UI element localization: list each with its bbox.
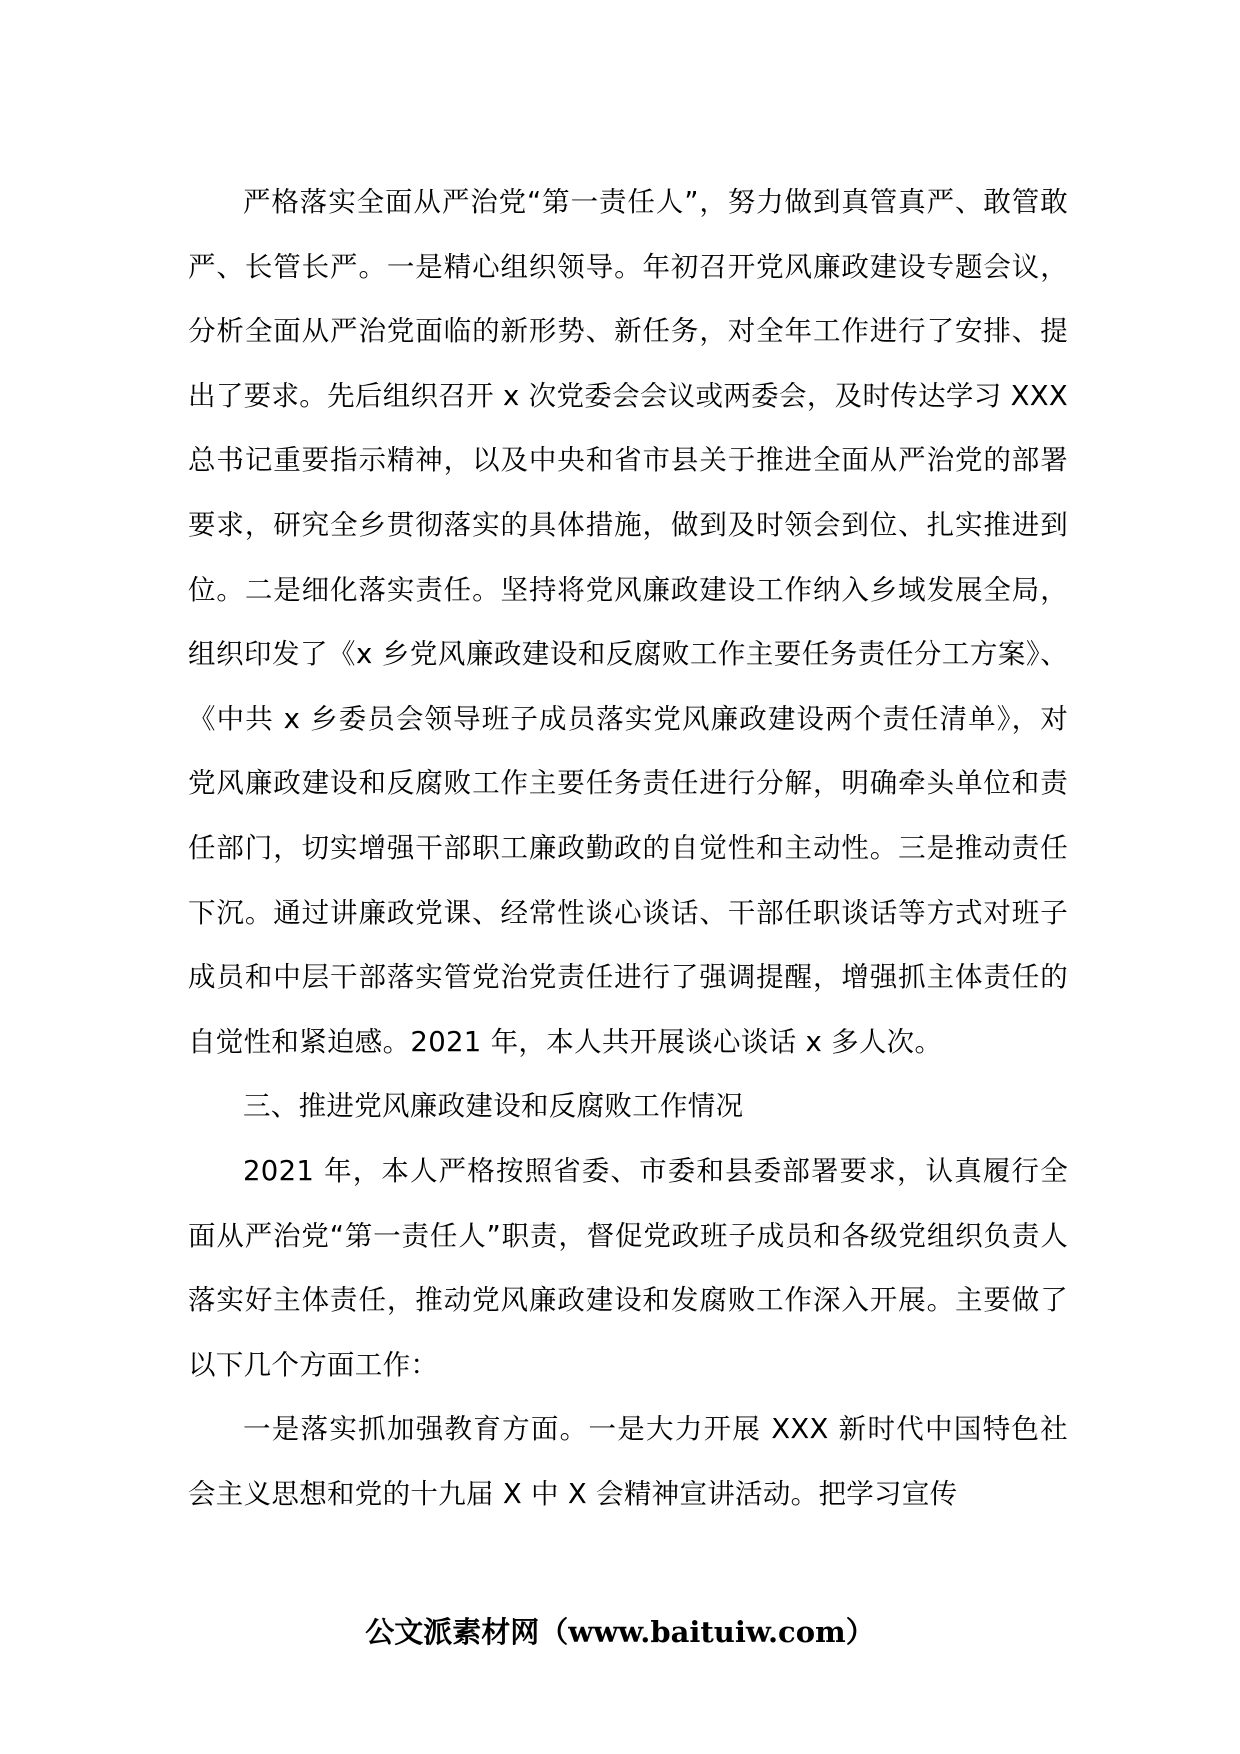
body-paragraph-3: 一是落实抓加强教育方面。一是大力开展 XXX 新时代中国特色社会主义思想和党的十九届 X 中 X 会精神宣讲活动。把学习宣传 bbox=[188, 1413, 1068, 1510]
document-body bbox=[188, 170, 1068, 1526]
body-paragraph-1: 严格落实全面从严治党“第一责任人”，努力做到真管真严、敢管敢严、长管长严。一是精心组织领导。年初召开党风廉政建设专题会议，分析全面从严治党面临的新形势、新任务，对全年工作进行了安排、提出了要求。先后组织召开 x 次党委会会议或两委会，及时传达学习 XXX 总书记重要指示精神，以及中央和省市县关于推进全面从严治党的部署要求，研究全乡贯彻落实的具体措施，做到及时领会到位、扎实推进到位。二是细化落实责任。坚持将党风廉政建设工作纳入乡域发展全局，组织印发了《x 乡党风廉政建设和反腐败工作主要任务责任分工方案》、《中共 x 乡委员会领导班子成员落实党风廉政建设两个责任清单》，对党风廉政建设和反腐败工作主要任务责任进行分解，明确牵头单位和责任部门，切实增强干部职工廉政勤政的自觉性和主动性。三是推动责任下沉。通过讲廉政党课、经常性谈心谈话、干部任职谈话等方式对班子成员和中层干部落实管党治党责任进行了强调提醒，增强抓主体责任的自觉性和紧迫感。2021 年，本人共开展谈心谈话 x 多人次。 bbox=[188, 186, 1068, 1058]
body-paragraph-2: 2021 年，本人严格按照省委、市委和县委部署要求，认真履行全面从严治党“第一责任人”职责，督促党政班子成员和各级党组织负责人落实好主体责任，推动党风廉政建设和发腐败工作深入开展。主要做了以下几个方面工作： bbox=[188, 1154, 1068, 1381]
section-heading: 三、推进党风廉政建设和反腐败工作情况 bbox=[243, 1090, 744, 1123]
footer-watermark: 公文派素材网（www.baituiw.com） bbox=[365, 1615, 875, 1649]
